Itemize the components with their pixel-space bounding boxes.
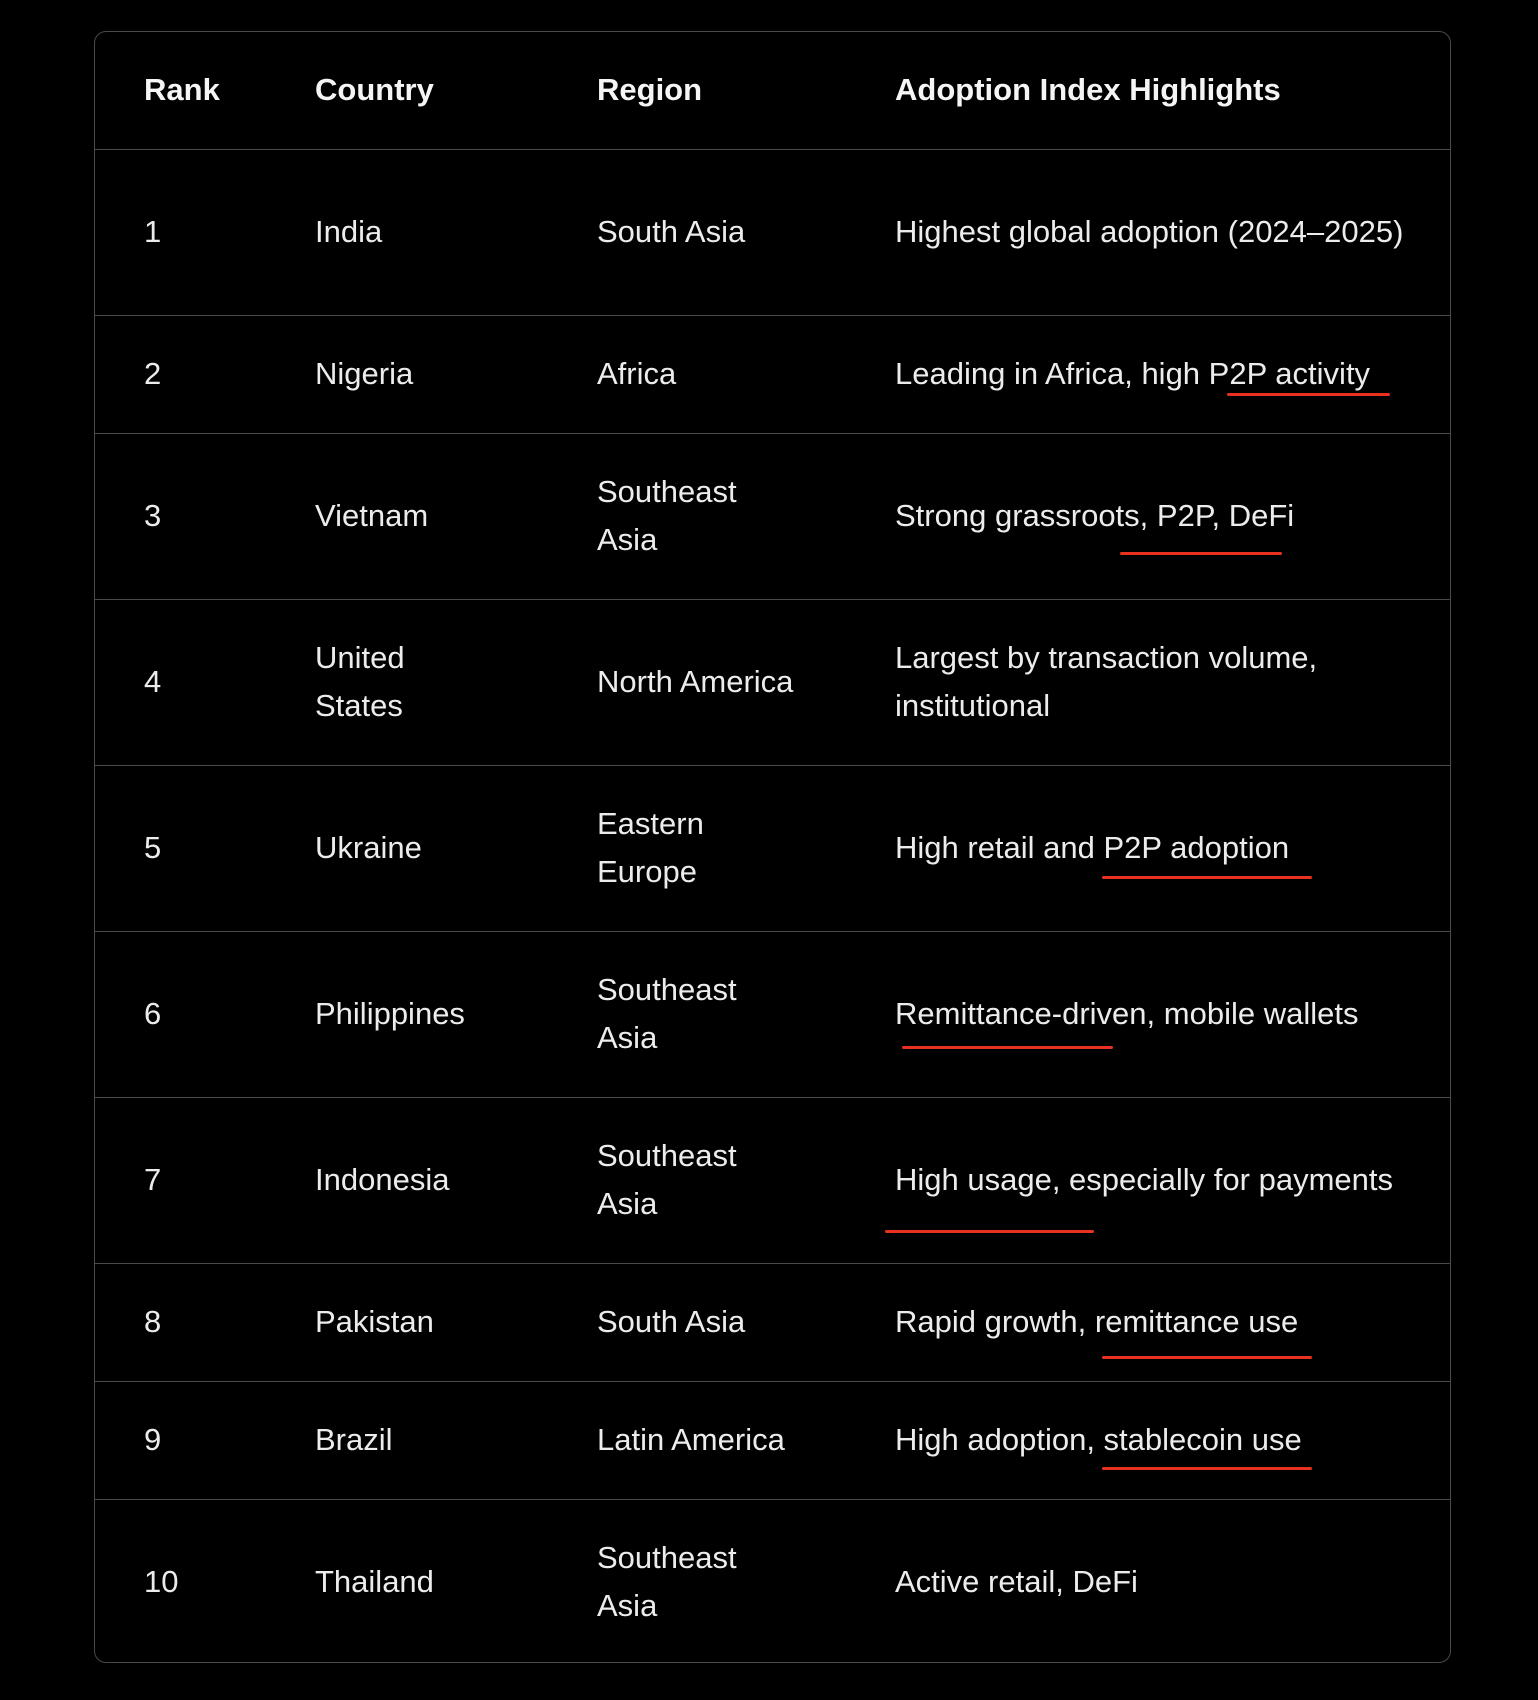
highlight-cell: Rapid growth, remittance use <box>846 1263 1450 1381</box>
annotation-underline <box>1227 393 1390 396</box>
country-cell: Nigeria <box>266 315 548 433</box>
country-cell: Pakistan <box>266 1263 548 1381</box>
region-cell: Southeast Asia <box>548 1097 846 1263</box>
region-cell: Africa <box>548 315 846 433</box>
highlight-cell: Largest by transaction volume, institutional <box>846 599 1450 765</box>
highlight-cell: Strong grassroots, P2P, DeFi <box>846 433 1450 599</box>
table-row <box>95 433 1450 599</box>
annotation-underline <box>902 1046 1113 1049</box>
rank-cell: 7 <box>95 1097 266 1263</box>
header-region: Region <box>597 72 703 108</box>
rank-cell: 8 <box>95 1263 266 1381</box>
region-cell: Southeast Asia <box>548 931 846 1097</box>
highlight-cell: Remittance-driven, mobile wallets <box>846 931 1450 1097</box>
region-cell: Southeast Asia <box>548 1499 846 1663</box>
table-row <box>95 1381 1450 1499</box>
rank-cell: 1 <box>95 149 266 315</box>
highlight-cell: High usage, especially for payments <box>846 1097 1450 1263</box>
highlight-text: Leading in Africa, high P2P activity <box>895 356 1371 391</box>
annotation-underline <box>1102 876 1312 879</box>
table-row <box>95 315 1450 433</box>
annotation-underline <box>885 1230 1094 1233</box>
table-row <box>95 1263 1450 1381</box>
crypto-adoption-table <box>94 31 1451 1663</box>
region-cell: Southeast Asia <box>548 433 846 599</box>
table-header-row <box>95 32 1450 149</box>
country-cell: Philippines <box>266 931 548 1097</box>
table-row <box>95 1499 1450 1663</box>
country-cell: United States <box>266 599 548 765</box>
annotation-underline <box>1102 1356 1312 1359</box>
rank-cell: 2 <box>95 315 266 433</box>
rank-cell: 6 <box>95 931 266 1097</box>
table-row <box>95 599 1450 765</box>
country-cell: Brazil <box>266 1381 548 1499</box>
table-row <box>95 149 1450 315</box>
region-cell: Eastern Europe <box>548 765 846 931</box>
rank-cell: 9 <box>95 1381 266 1499</box>
highlight-cell: Active retail, DeFi <box>846 1499 1450 1663</box>
header-highlights: Adoption Index Highlights <box>895 72 1281 108</box>
annotation-underline <box>1102 1467 1312 1470</box>
table-row <box>95 1097 1450 1263</box>
region-cell: Latin America <box>548 1381 846 1499</box>
ranking-table <box>95 32 1450 1663</box>
table-row <box>95 765 1450 931</box>
highlight-cell: High adoption, stablecoin use <box>846 1381 1450 1499</box>
country-cell: Indonesia <box>266 1097 548 1263</box>
highlight-cell: High retail and P2P adoption <box>846 765 1450 931</box>
header-country: Country <box>315 72 434 108</box>
highlight-cell <box>846 315 1450 433</box>
rank-cell: 10 <box>95 1499 266 1663</box>
annotation-underline <box>1120 552 1282 555</box>
rank-cell: 4 <box>95 599 266 765</box>
region-cell: South Asia <box>548 1263 846 1381</box>
country-cell: India <box>266 149 548 315</box>
highlight-cell: Highest global adoption (2024–2025) <box>846 149 1450 315</box>
region-cell: South Asia <box>548 149 846 315</box>
country-cell: Thailand <box>266 1499 548 1663</box>
header-rank: Rank <box>144 72 220 108</box>
country-cell: Vietnam <box>266 433 548 599</box>
rank-cell: 3 <box>95 433 266 599</box>
region-cell: North America <box>548 599 846 765</box>
country-cell: Ukraine <box>266 765 548 931</box>
table-row <box>95 931 1450 1097</box>
rank-cell: 5 <box>95 765 266 931</box>
